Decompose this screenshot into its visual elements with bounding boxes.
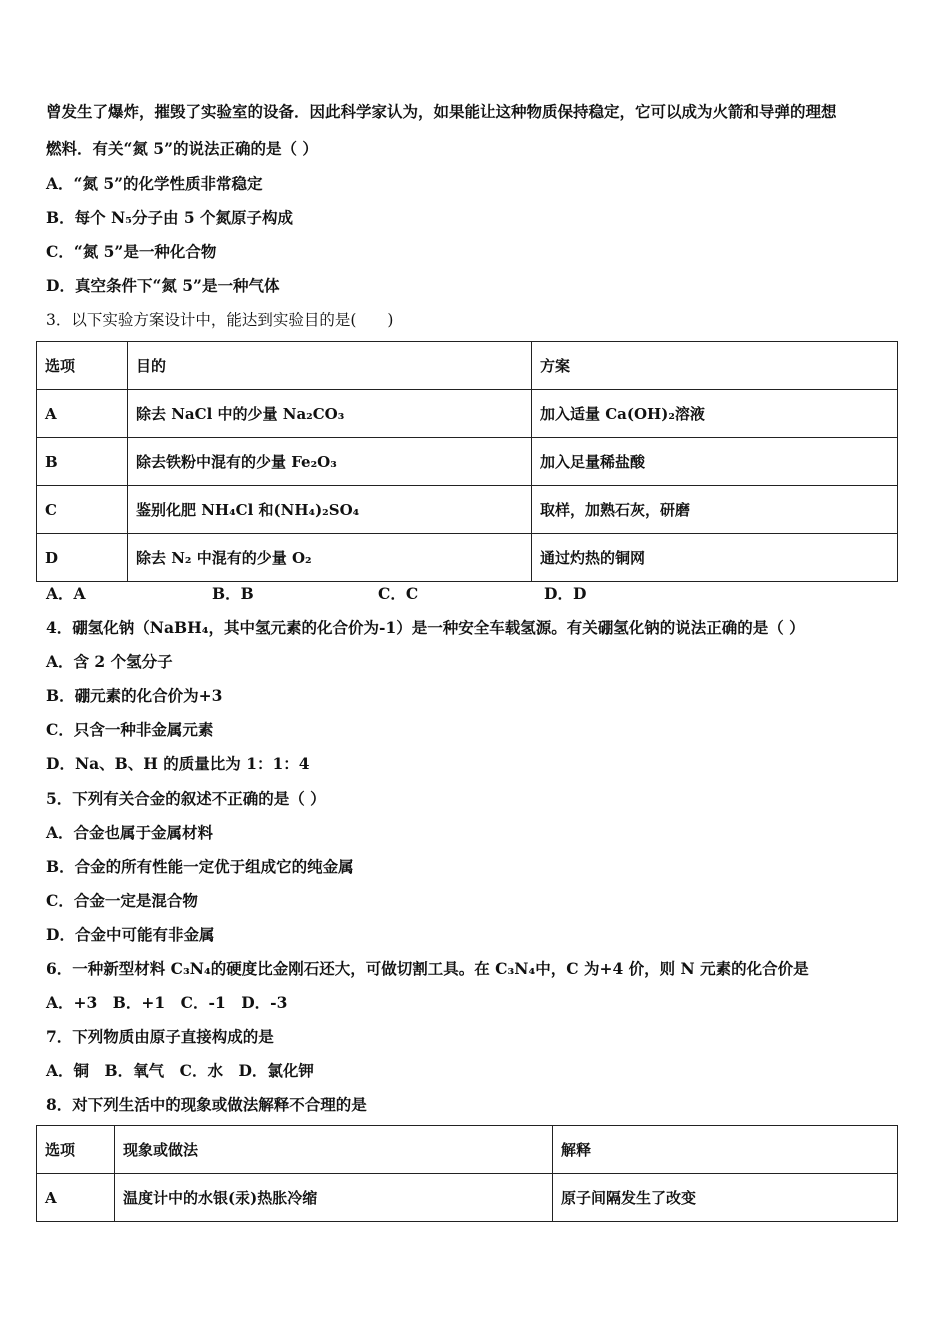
table-row — [37, 1174, 898, 1222]
q2-option-b: B．每个 N₅分子由 5 个氮原子构成 — [46, 208, 294, 227]
q3-cell-option: A — [37, 390, 128, 438]
q8-header-option: 选项 — [37, 1126, 115, 1174]
q2-stem-line1: 曾发生了爆炸，摧毁了实验室的设备．因此科学家认为，如果能让这种物质保持稳定，它可以成为火箭和导弹的理想 — [46, 102, 837, 121]
q2-option-c: C．“氮 5”是一种化合物 — [46, 242, 217, 261]
table-row — [37, 534, 898, 582]
q8-header-phenomenon: 现象或做法 — [115, 1126, 553, 1174]
q4-option-a: A．含 2 个氢分子 — [46, 652, 173, 671]
q6-options: A．+3 B．+1 C．-1 D．-3 — [46, 993, 288, 1012]
q5-stem: 5．下列有关合金的叙述不正确的是（ ） — [46, 789, 326, 808]
q3-table-header-row — [37, 342, 898, 390]
q3-header-plan: 方案 — [532, 342, 898, 390]
q3-option-c: C．C — [378, 584, 419, 603]
q2-option-a: A．“氮 5”的化学性质非常稳定 — [46, 174, 263, 193]
table-row — [37, 438, 898, 486]
q8-cell-explanation: 原子间隔发生了改变 — [553, 1174, 898, 1222]
q4-option-c: C．只含一种非金属元素 — [46, 720, 214, 739]
q2-stem-line2: 燃料．有关“氮 5”的说法正确的是（ ） — [46, 139, 318, 158]
q8-header-explanation: 解释 — [553, 1126, 898, 1174]
q4-option-d: D．Na、B、H 的质量比为 1：1：4 — [46, 754, 310, 773]
q3-header-option: 选项 — [37, 342, 128, 390]
q8-table — [36, 1125, 898, 1222]
q3-table — [36, 341, 898, 582]
q3-cell-option: D — [37, 534, 128, 582]
q3-cell-purpose: 除去 N₂ 中混有的少量 O₂ — [128, 534, 532, 582]
q3-option-b: B．B — [212, 584, 254, 603]
q7-options: A．铜 B．氧气 C．水 D．氯化钾 — [46, 1061, 314, 1080]
q3-cell-plan: 加入足量稀盐酸 — [532, 438, 898, 486]
q8-cell-option: A — [37, 1174, 115, 1222]
q3-option-a: A．A — [46, 584, 86, 603]
q3-stem: 3．以下实验方案设计中，能达到实验目的是( ) — [46, 311, 394, 329]
table-row — [37, 486, 898, 534]
q2-option-d: D．真空条件下“氮 5”是一种气体 — [46, 276, 280, 295]
q3-options — [46, 584, 586, 604]
q3-option-d: D．D — [544, 584, 587, 603]
q8-table-header-row — [37, 1126, 898, 1174]
q3-cell-plan: 加入适量 Ca(OH)₂溶液 — [532, 390, 898, 438]
q5-option-a: A．合金也属于金属材料 — [46, 823, 214, 842]
q3-cell-plan: 通过灼热的铜网 — [532, 534, 898, 582]
q3-cell-option: B — [37, 438, 128, 486]
q8-cell-phenomenon: 温度计中的水银(汞)热胀冷缩 — [115, 1174, 553, 1222]
q3-header-purpose: 目的 — [128, 342, 532, 390]
q4-option-b: B．硼元素的化合价为+3 — [46, 686, 223, 705]
q5-option-d: D．合金中可能有非金属 — [46, 925, 215, 944]
q3-cell-option: C — [37, 486, 128, 534]
q5-option-b: B．合金的所有性能一定优于组成它的纯金属 — [46, 857, 354, 876]
q8-stem: 8．对下列生活中的现象或做法解释不合理的是 — [46, 1095, 367, 1114]
q5-option-c: C．合金一定是混合物 — [46, 891, 198, 910]
table-row — [37, 390, 898, 438]
q4-stem: 4．硼氢化钠（NaBH₄，其中氢元素的化合价为-1）是一种安全车载氢源。有关硼氢化钠的说法正确的是（ ） — [46, 618, 805, 637]
q3-cell-purpose: 除去铁粉中混有的少量 Fe₂O₃ — [128, 438, 532, 486]
q7-stem: 7．下列物质由原子直接构成的是 — [46, 1027, 274, 1046]
q3-cell-purpose: 除去 NaCl 中的少量 Na₂CO₃ — [128, 390, 532, 438]
q3-cell-purpose: 鉴别化肥 NH₄Cl 和(NH₄)₂SO₄ — [128, 486, 532, 534]
q6-stem: 6．一种新型材料 C₃N₄的硬度比金刚石还大，可做切割工具。在 C₃N₄中，C 为+4 价，则 N 元素的化合价是 — [46, 959, 809, 978]
q3-cell-plan: 取样，加熟石灰，研磨 — [532, 486, 898, 534]
